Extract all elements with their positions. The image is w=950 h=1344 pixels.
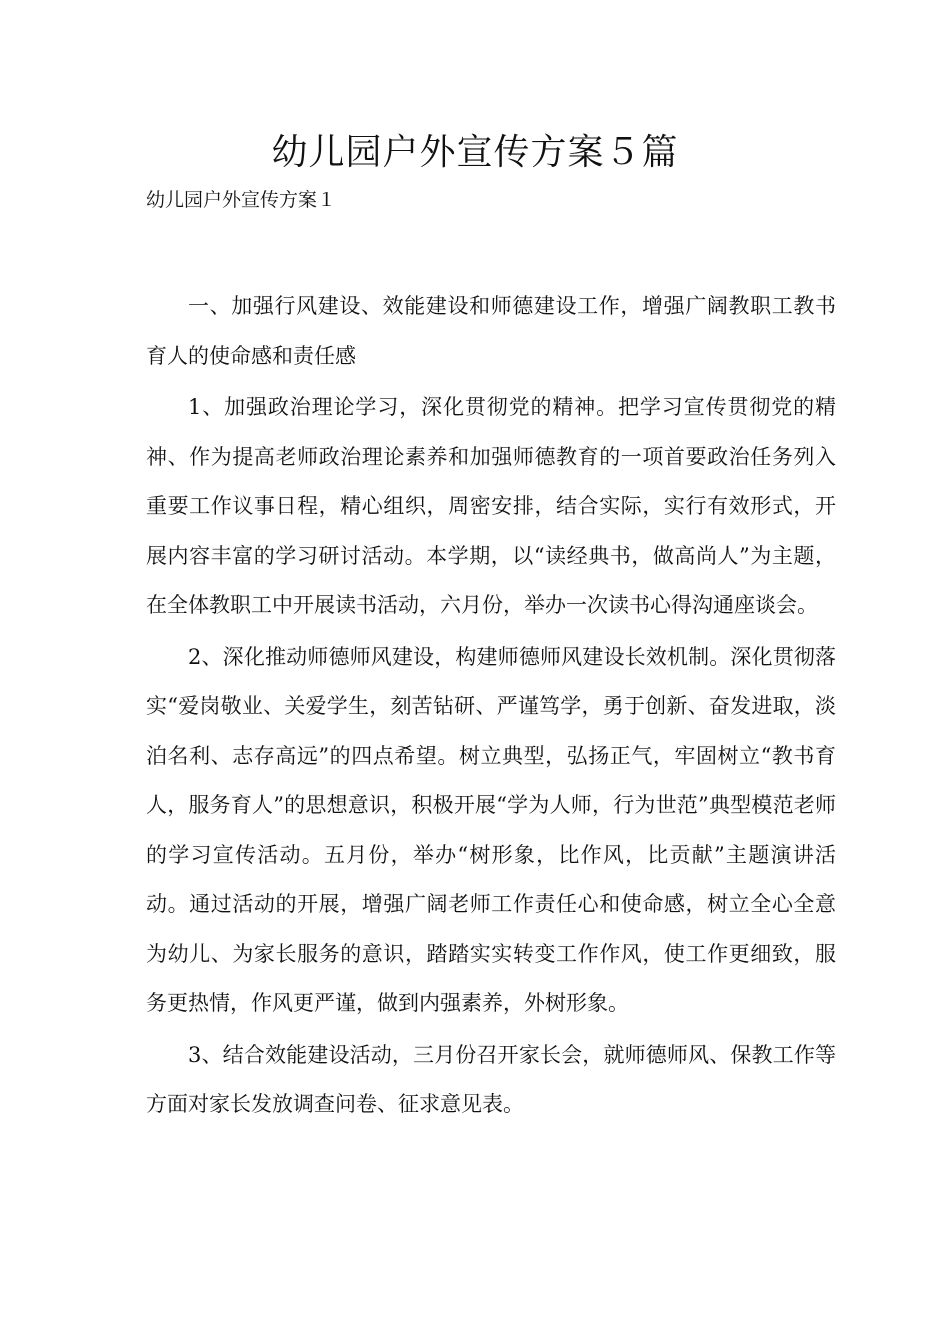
document-body: [146, 282, 836, 1132]
paragraph-item-1: 1、加强政治理论学习，深化贯彻党的精神。把学习宣传贯彻党的精神、作为提高老师政治理论素养和加强师德教育的一项首要政治任务列入重要工作议事日程，精心组织，周密安排，结合实际，实行有效形式，开展内容丰富的学习研讨活动。本学期，以“读经典书，做高尚人”为主题，在全体教职工中开展读书活动，六月份，举办一次读书心得沟通座谈会。: [146, 395, 836, 617]
document-title: 幼儿园户外宣传方案５篇: [271, 132, 679, 173]
paragraph-item-2: 2、深化推动师德师风建设，构建师德师风建设长效机制。深化贯彻落实“爱岗敬业、关爱学生，刻苦钻研、严谨笃学，勇于创新、奋发进取，淡泊名利、志存高远”的四点希望。树立典型，弘扬正气，牢固树立“教书育人，服务育人”的思想意识，积极开展“学为人师，行为世范”典型模范老师的学习宣传活动。五月份，举办“树形象，比作风，比贡献”主题演讲活动。通过活动的开展，增强广阔老师工作责任心和使命感，树立全心全意为幼儿、为家长服务的意识，踏踏实实转变工作作风，使工作更细致，服务更热情，作风更严谨，做到内强素养，外树形象。: [146, 644, 836, 1015]
section-subtitle: 幼儿园户外宣传方案１: [146, 189, 337, 211]
paragraph-item-3: 3、结合效能建设活动，三月份召开家长会，就师德师风、保教工作等方面对家长发放调查问卷、征求意见表。: [146, 1042, 836, 1116]
paragraph-section-one: 一、加强行风建设、效能建设和师德建设工作，增强广阔教职工教书育人的使命感和责任感: [146, 294, 836, 368]
